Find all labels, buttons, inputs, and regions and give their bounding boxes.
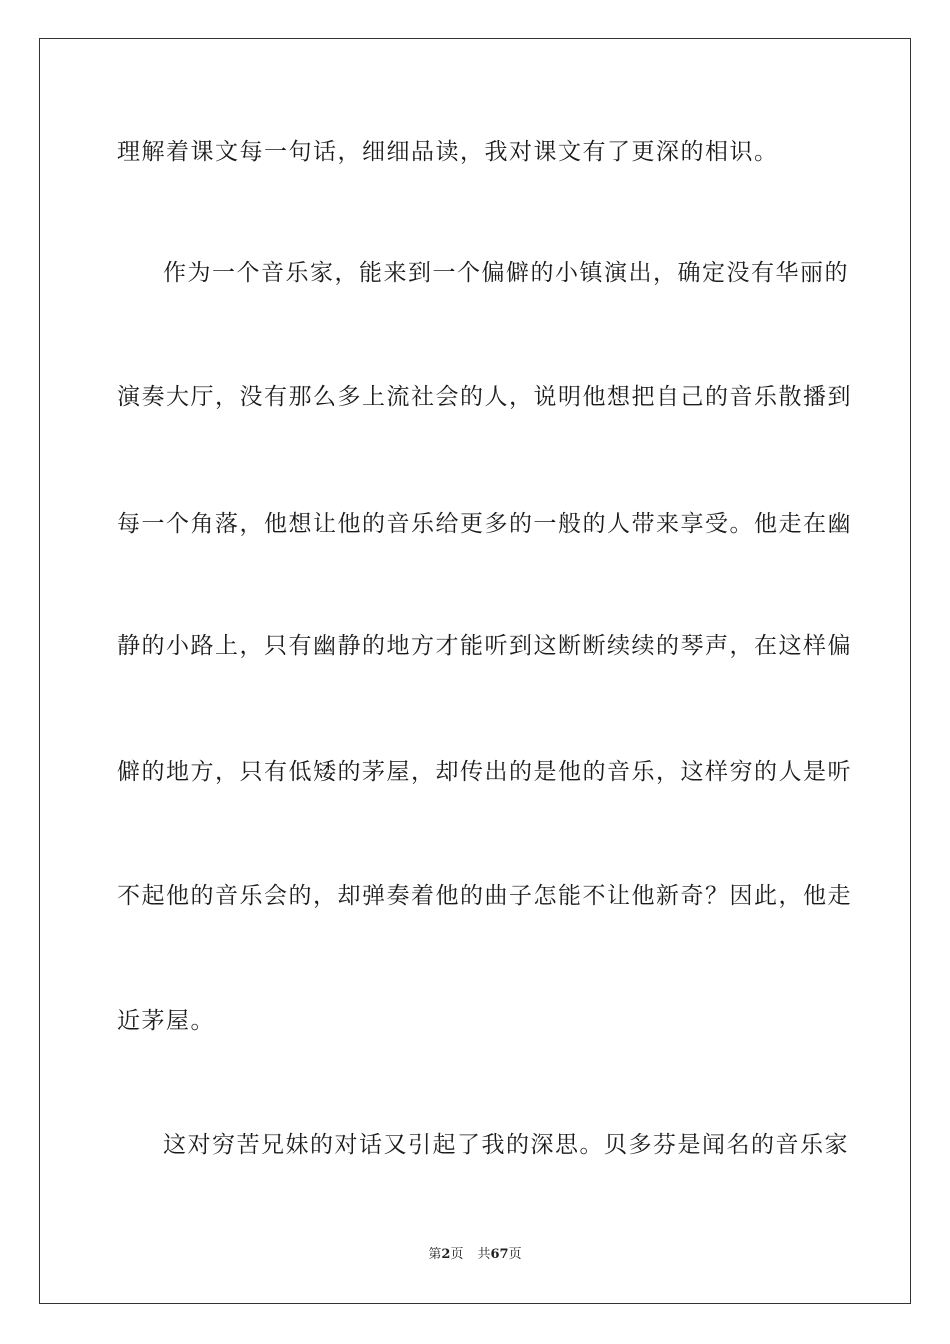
page-footer — [0, 1246, 950, 1264]
footer-total-pages: 67 — [490, 1247, 509, 1262]
text-line-3: 演奏大厅，没有那么多上流社会的人，说明他想把自己的音乐散播到 — [117, 384, 852, 410]
footer-page-suffix: 页 — [450, 1247, 464, 1262]
footer-page-number: 2 — [441, 1247, 451, 1262]
text-line-9: 这对穷苦兄妹的对话又引起了我的深思。贝多芬是闻名的音乐家 — [163, 1132, 849, 1158]
text-line-2: 作为一个音乐家，能来到一个偏僻的小镇演出，确定没有华丽的 — [163, 260, 849, 286]
page-border — [39, 38, 911, 1304]
text-line-4: 每一个角落，他想让他的音乐给更多的一般的人带来享受。他走在幽 — [117, 511, 852, 537]
footer-page-prefix: 第 — [428, 1247, 442, 1262]
text-line-1: 理解着课文每一句话，细细品读，我对课文有了更深的相识。 — [117, 139, 779, 165]
text-line-8: 近茅屋。 — [117, 1008, 215, 1034]
text-line-7: 不起他的音乐会的，却弹奏着他的曲子怎能不让他新奇？因此，他走 — [117, 883, 852, 909]
footer-total-suffix: 页 — [508, 1247, 522, 1262]
text-line-5: 静的小路上，只有幽静的地方才能听到这断断续续的琴声，在这样偏 — [117, 633, 852, 659]
footer-total-prefix: 共 — [477, 1247, 491, 1262]
text-line-6: 僻的地方，只有低矮的茅屋，却传出的是他的音乐，这样穷的人是听 — [117, 759, 852, 785]
